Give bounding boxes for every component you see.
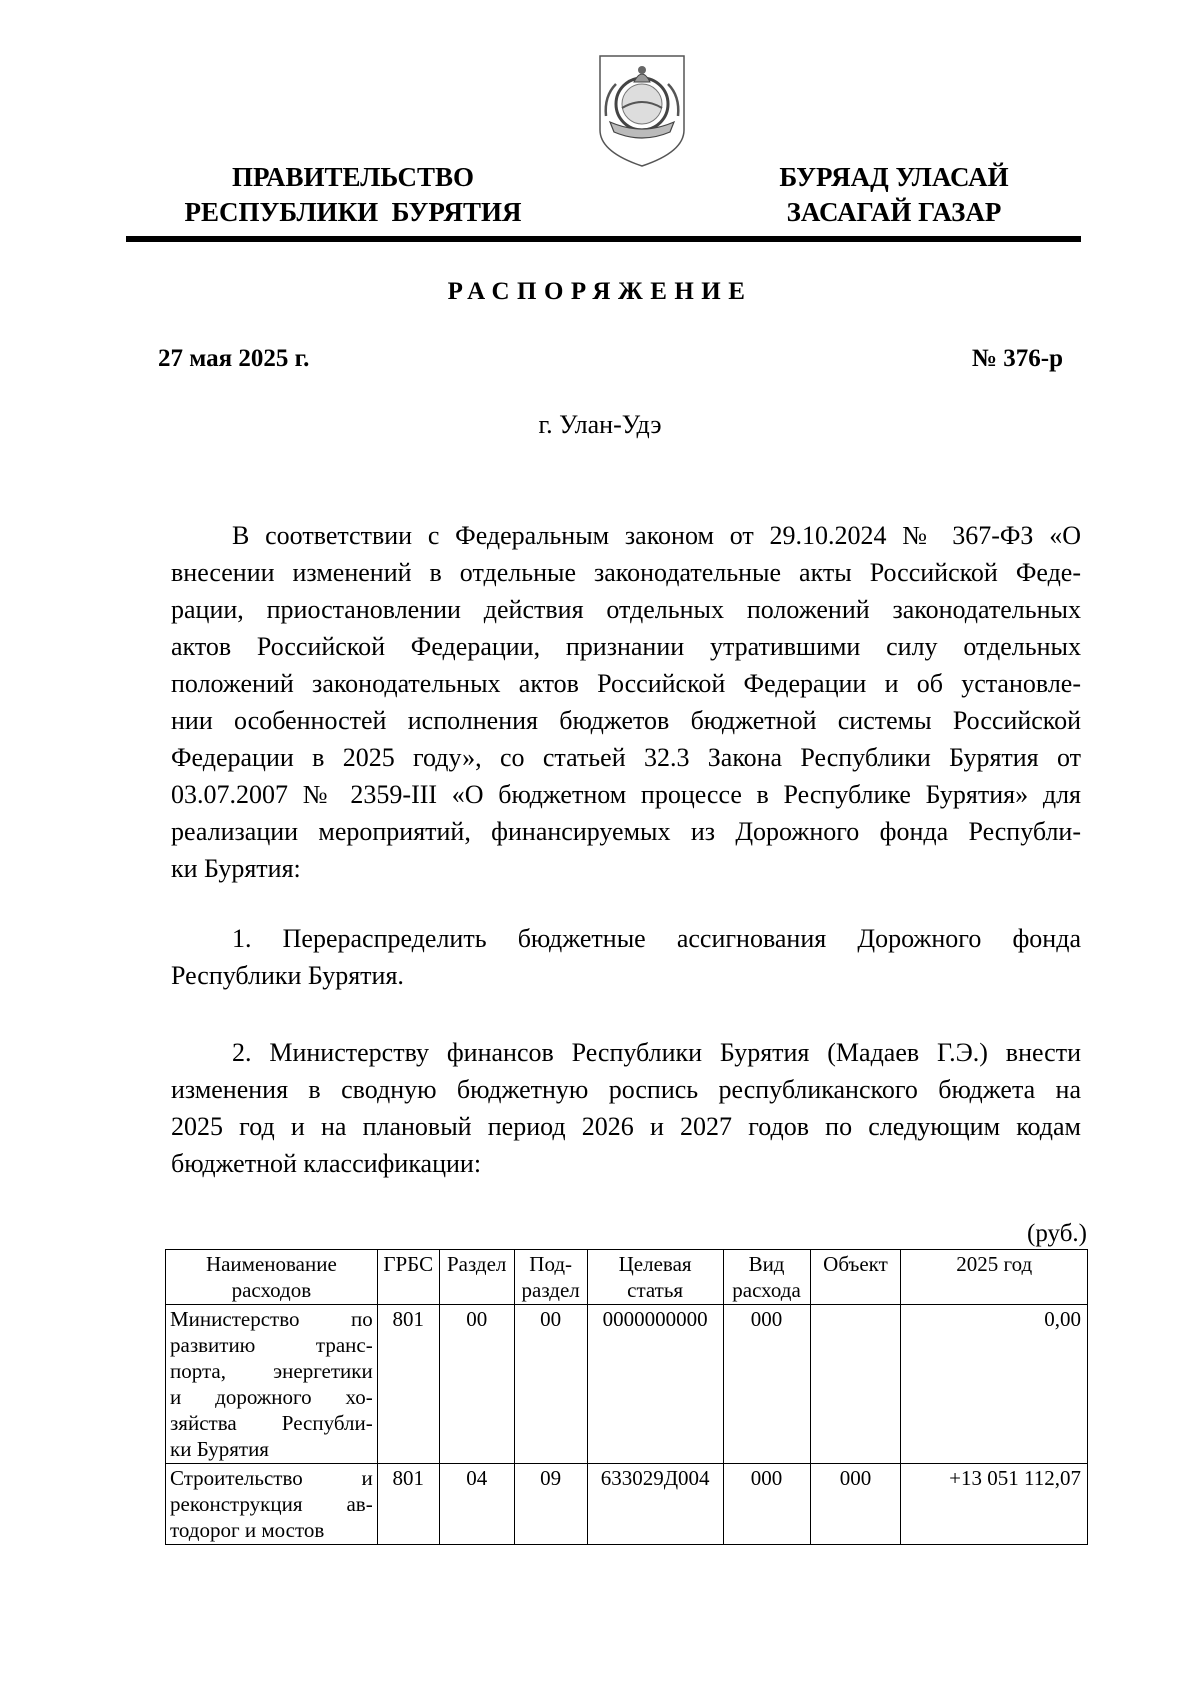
header-name: Наименование расходов (166, 1250, 378, 1305)
government-name-buryat-line1: БУРЯАД УЛАСАЙ (779, 162, 1009, 192)
row-object: 000 (810, 1464, 901, 1545)
preamble-line: рации, приостановлении действия отдельных положений законодательных (171, 595, 1081, 624)
preamble-line: реализации мероприятий, финансируемых из Дорожного фонда Республи- (171, 817, 1081, 846)
item-1-line: 1. Перераспределить бюджетные ассигнования Дорожного фонда (232, 924, 1081, 953)
row-amount: 0,00 (901, 1305, 1088, 1464)
document-city: г. Улан-Удэ (538, 410, 662, 439)
table-row (166, 1305, 1088, 1464)
preamble-line: актов Российской Федерации, признании утратившими силу отдельных (171, 632, 1081, 661)
item-2-line: бюджетной классификации: (171, 1149, 482, 1178)
government-name-buryat (744, 160, 1044, 230)
row-razdel: 04 (439, 1464, 514, 1545)
row-name-line: порта, энергетики (170, 1359, 373, 1383)
table-header-row (166, 1250, 1088, 1305)
row-name-line: Строительство и (170, 1466, 373, 1490)
preamble-line: В соответствии с Федеральным законом от 29.10.2024 № 367-ФЗ «О (232, 521, 1081, 550)
row-name-line: ки Бурятия (170, 1437, 269, 1461)
row-name-line: тодорог и мостов (170, 1518, 325, 1542)
item-1-line: Республики Бурятия. (171, 961, 404, 990)
preamble-line: 03.07.2007 № 2359-III «О бюджетном процессе в Республике Бурятия» для (171, 780, 1081, 809)
row-object (810, 1305, 901, 1464)
document-number: № 376-р (971, 345, 1063, 372)
row-amount: +13 051 112,07 (901, 1464, 1088, 1545)
row-grbs: 801 (377, 1464, 439, 1545)
header-razdel: Раздел (439, 1250, 514, 1305)
row-name (166, 1305, 378, 1464)
table-row (166, 1464, 1088, 1545)
preamble-line: нии особенностей исполнения бюджетов бюджетной системы Российской (171, 706, 1081, 735)
document-title: РАСПОРЯЖЕНИЕ (447, 278, 753, 305)
preamble-line: Федерации в 2025 году», со статьей 32.3 Закона Республики Бурятия от (171, 743, 1081, 772)
row-razdel: 00 (439, 1305, 514, 1464)
government-name-line1: ПРАВИТЕЛЬСТВО (231, 162, 475, 192)
preamble-line: положений законодательных актов Российской Федерации и об установле- (171, 669, 1081, 698)
government-name-line2: РЕСПУБЛИКИ БУРЯТИЯ (184, 197, 522, 227)
item-2-line: 2025 год и на плановый период 2026 и 2027 годов по следующим кодам (171, 1112, 1081, 1141)
row-name-line: зяйства Республи- (170, 1411, 373, 1435)
preamble-line: внесении изменений в отдельные законодательные акты Российской Феде- (171, 558, 1081, 587)
row-name-line: развитию транс- (170, 1333, 373, 1357)
header-object: Объект (810, 1250, 901, 1305)
item-2-line: 2. Министерству финансов Республики Бурятия (Мадаев Г.Э.) внести (232, 1038, 1081, 1067)
item-2-line: изменения в сводную бюджетную роспись республиканского бюджета на (171, 1075, 1081, 1104)
row-target: 633029Д004 (587, 1464, 723, 1545)
preamble-paragraph (171, 517, 1081, 887)
government-name-russian (168, 160, 538, 230)
row-name-line: Министерство по (170, 1307, 373, 1331)
header-vid: Вид расхода (723, 1250, 810, 1305)
coat-of-arms-icon (596, 52, 688, 170)
row-name-line: реконструкция ав- (170, 1492, 373, 1516)
header-podrazdel: Под- раздел (514, 1250, 587, 1305)
item-2-paragraph (171, 1034, 1081, 1182)
header-target: Целевая статья (587, 1250, 723, 1305)
preamble-line: ки Бурятия: (171, 854, 301, 883)
row-vid: 000 (723, 1464, 810, 1545)
header-divider (126, 236, 1081, 242)
government-name-buryat-line2: ЗАСАГАЙ ГАЗАР (786, 197, 1002, 227)
item-1-paragraph (171, 920, 1081, 994)
row-vid: 000 (723, 1305, 810, 1464)
table-unit: (руб.) (1027, 1220, 1087, 1247)
header-grbs: ГРБС (377, 1250, 439, 1305)
row-grbs: 801 (377, 1305, 439, 1464)
document-date: 27 мая 2025 г. (158, 345, 310, 372)
row-podrazdel: 00 (514, 1305, 587, 1464)
budget-table (165, 1249, 1088, 1545)
row-target: 0000000000 (587, 1305, 723, 1464)
header-year: 2025 год (901, 1250, 1088, 1305)
row-name (166, 1464, 378, 1545)
row-podrazdel: 09 (514, 1464, 587, 1545)
row-name-line: и дорожного хо- (170, 1385, 373, 1409)
